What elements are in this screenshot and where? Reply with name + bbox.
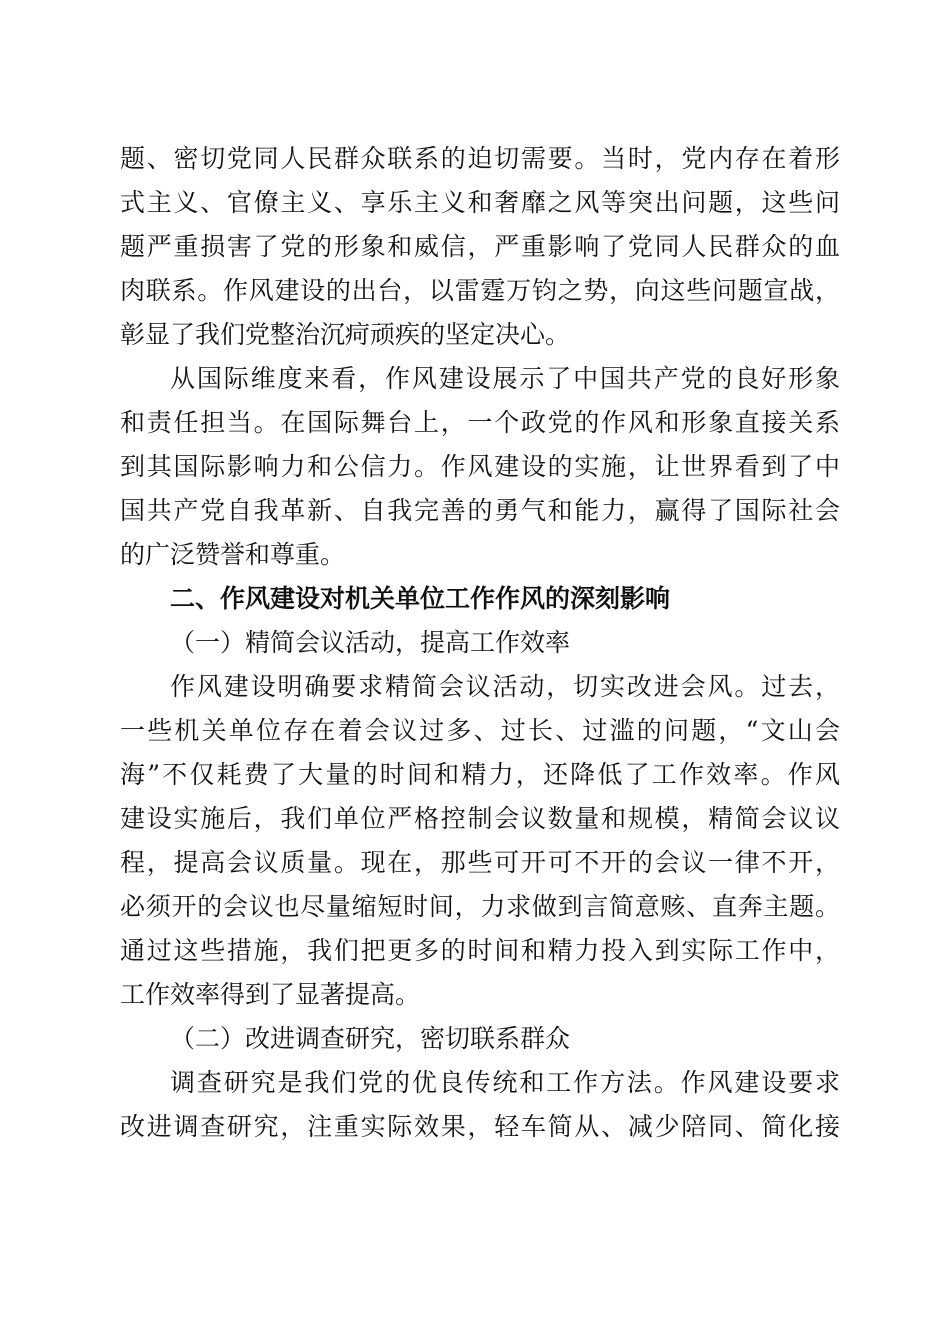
text-line: 作风建设明确要求精简会议活动，切实改进会风。过去，	[170, 672, 840, 701]
section-heading: 二、作风建设对机关单位工作作风的深刻影响	[170, 584, 671, 613]
text-line: 式主义、官僚主义、享乐主义和奢靡之风等突出问题，这些问	[120, 188, 840, 217]
document-body	[120, 137, 840, 1149]
text-line: 题、密切党同人民群众联系的迫切需要。当时，党内存在着形	[120, 144, 840, 173]
subsection-heading: （二）改进调查研究，密切联系群众	[170, 1024, 571, 1053]
text-line: 调查研究是我们党的优良传统和工作方法。作风建设要求	[170, 1068, 840, 1097]
text-line: 建设实施后，我们单位严格控制会议数量和规模，精简会议议	[120, 804, 840, 833]
text-line: 海”不仅耗费了大量的时间和精力，还降低了工作效率。作风	[120, 760, 840, 789]
text-line: 通过这些措施，我们把更多的时间和精力投入到实际工作中，	[120, 936, 840, 965]
paragraph-research	[120, 1061, 840, 1149]
text-line: 彰显了我们党整治沉疴顽疾的坚定决心。	[120, 320, 571, 349]
text-line: 程，提高会议质量。现在，那些可开可不开的会议一律不开，	[120, 848, 840, 877]
paragraph-intro	[120, 137, 840, 357]
paragraph-international	[120, 357, 840, 577]
text-line: 工作效率得到了显著提高。	[120, 980, 421, 1009]
text-line: 改进调查研究，注重实际效果，轻车简从、减少陪同、简化接	[120, 1112, 840, 1141]
text-line: 到其国际影响力和公信力。作风建设的实施，让世界看到了中	[120, 452, 840, 481]
text-line: 的广泛赞誉和尊重。	[120, 540, 346, 569]
subsection-heading: （一）精简会议活动，提高工作效率	[170, 628, 571, 657]
text-line: 一些机关单位存在着会议过多、过长、过滥的问题，“文山会	[120, 716, 840, 745]
text-line: 国共产党自我革新、自我完善的勇气和能力，赢得了国际社会	[120, 496, 840, 525]
text-line: 从国际维度来看，作风建设展示了中国共产党的良好形象	[170, 364, 840, 393]
paragraph-meetings	[120, 665, 840, 1017]
text-line: 题严重损害了党的形象和威信，严重影响了党同人民群众的血	[120, 232, 840, 261]
text-line: 肉联系。作风建设的出台，以雷霆万钧之势，向这些问题宣战，	[120, 276, 840, 305]
text-line: 和责任担当。在国际舞台上，一个政党的作风和形象直接关系	[120, 408, 840, 437]
text-line: 必须开的会议也尽量缩短时间，力求做到言简意赅、直奔主题。	[120, 892, 840, 921]
